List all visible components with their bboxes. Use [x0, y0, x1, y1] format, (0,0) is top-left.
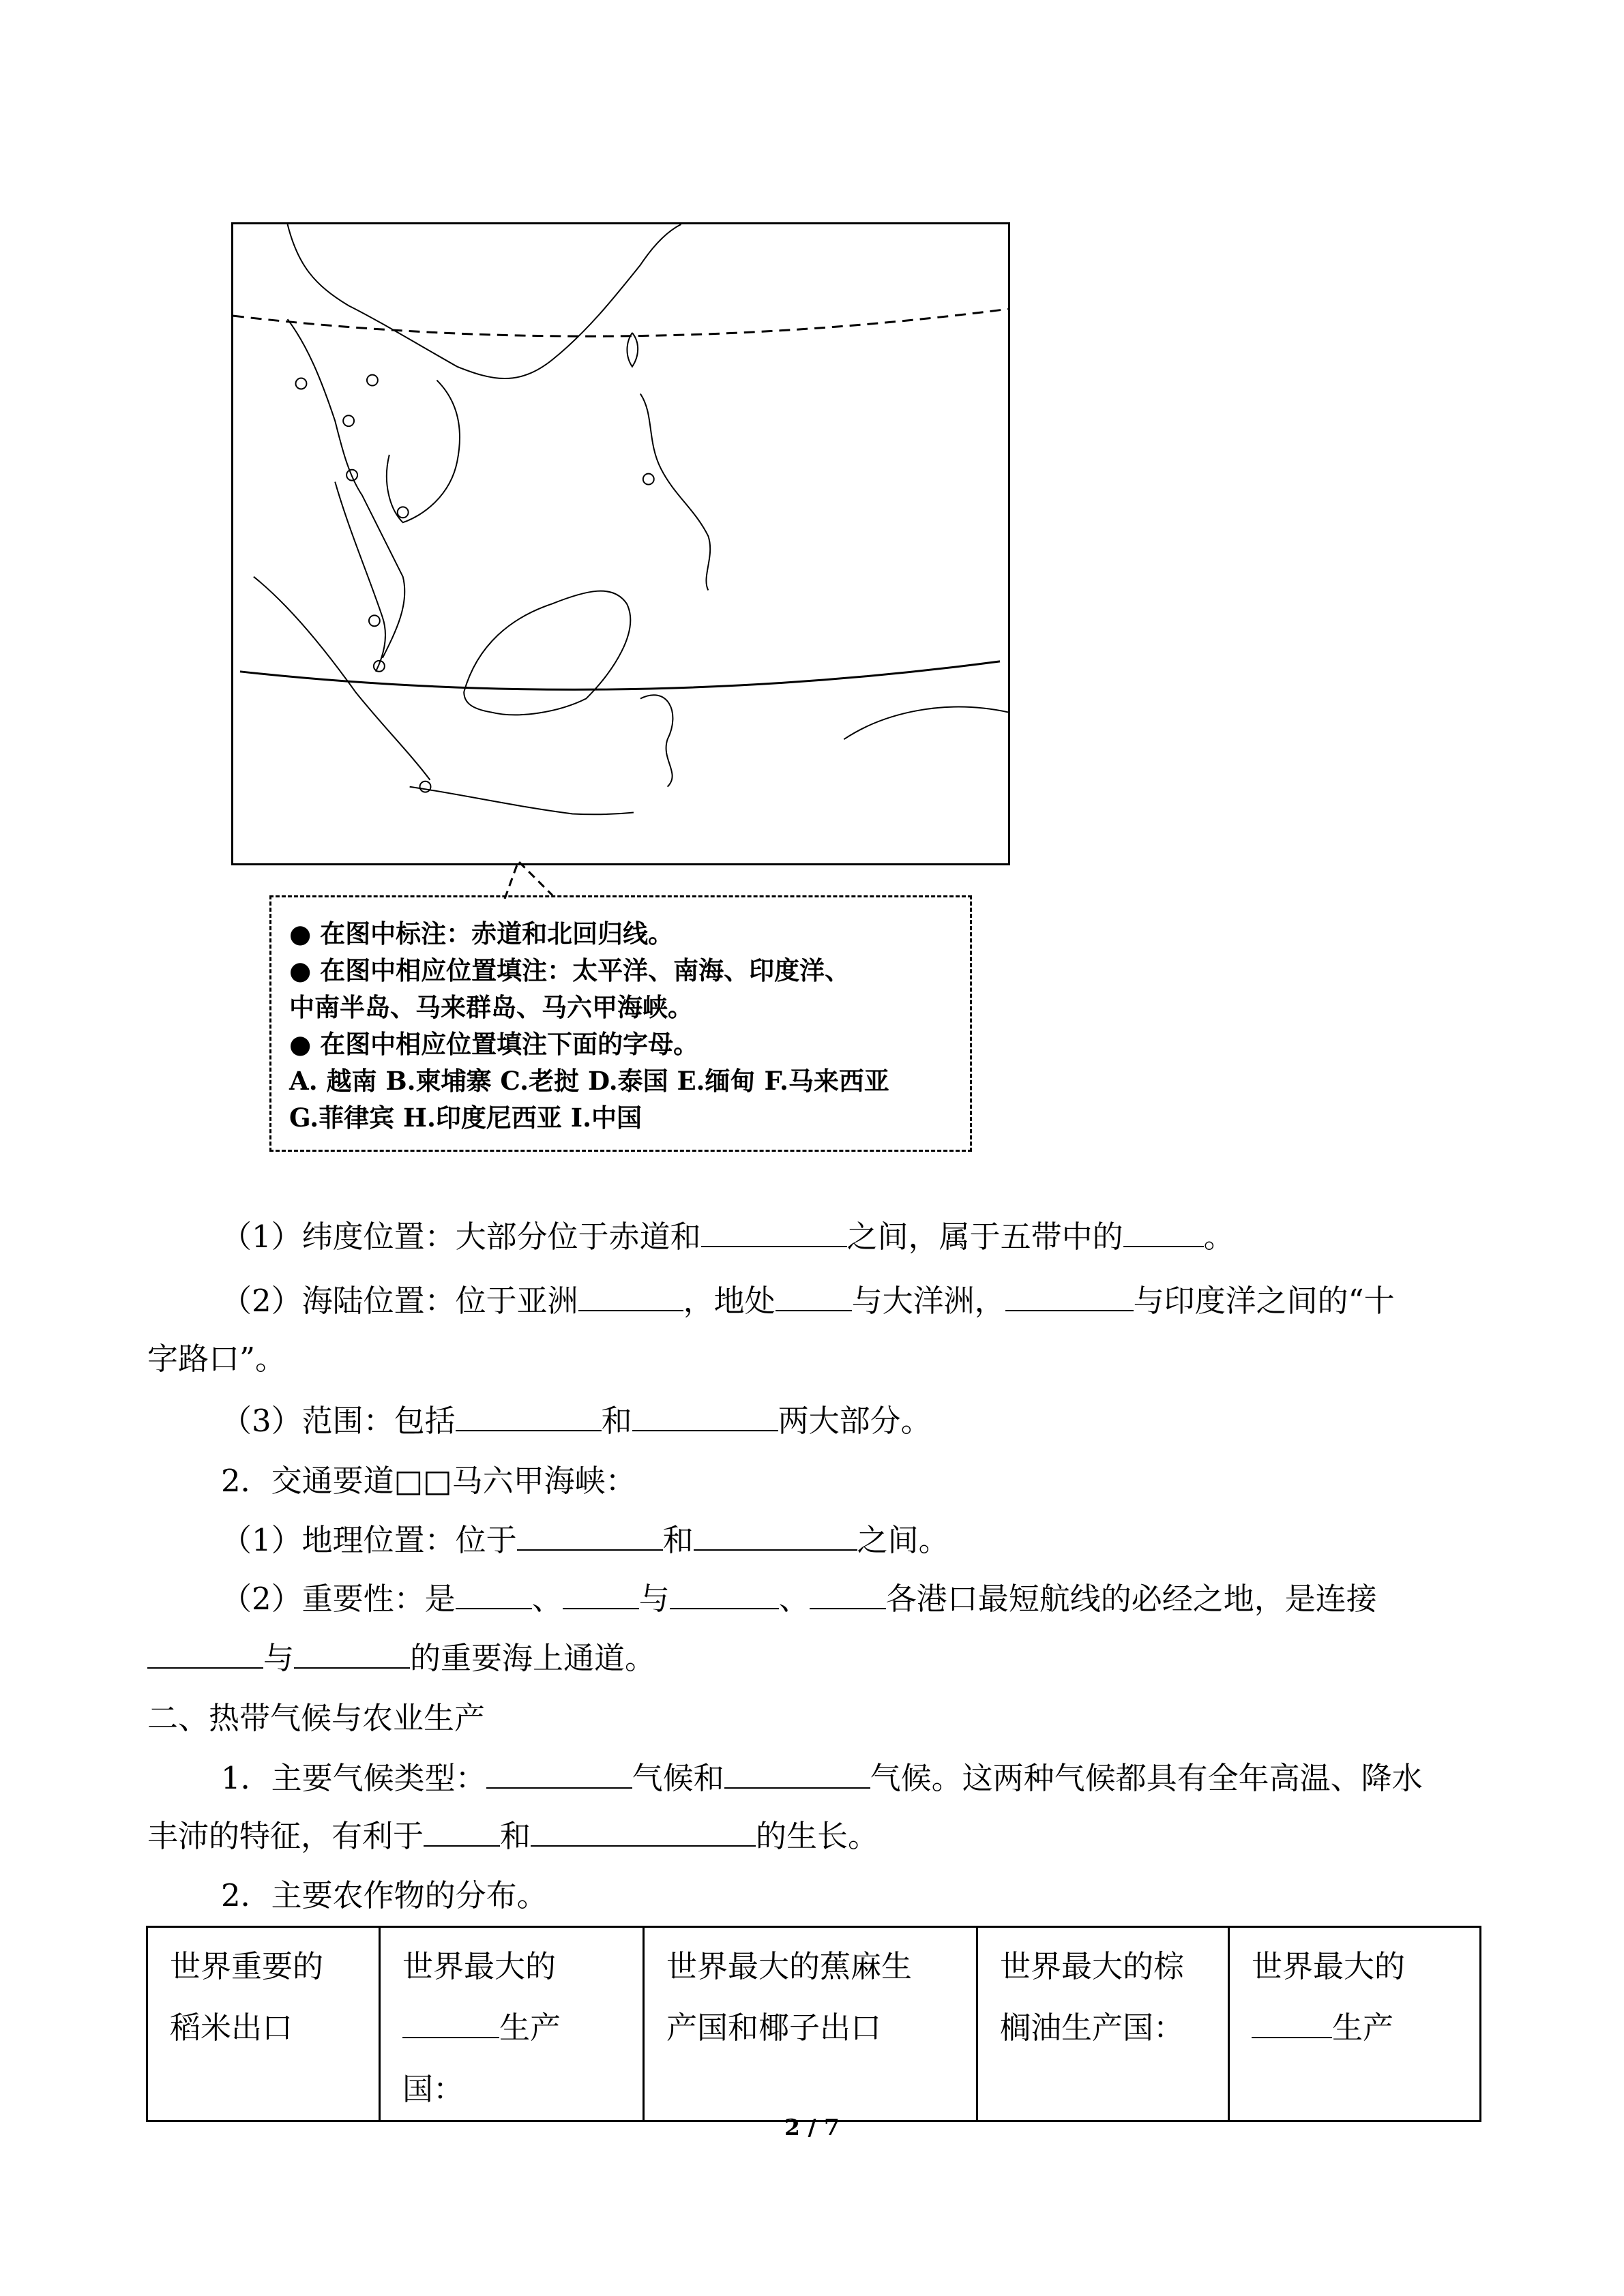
- instruction-line: ● 在图中相应位置填注下面的字母。: [289, 1029, 699, 1059]
- city-marker: [420, 781, 431, 792]
- city-marker: [398, 507, 409, 518]
- table-cell: 世界最大的 生产: [1229, 1927, 1481, 2121]
- page-number: 2 / 7: [784, 2114, 840, 2141]
- city-marker: [367, 375, 378, 386]
- coastline: [410, 787, 634, 815]
- fill-blank[interactable]: [776, 1283, 852, 1311]
- question-climate-types-cont: 丰沛的特征，有利于 和 的生长。: [147, 1818, 879, 1854]
- table-row: [147, 1927, 1481, 2121]
- question-sea-land-position: （2）海陆位置：位于亚洲 ，地处 与大洋洲， 与印度洋之间的“十: [221, 1283, 1395, 1319]
- fill-blank[interactable]: [1123, 1219, 1204, 1247]
- fill-blank[interactable]: [486, 1760, 632, 1789]
- coastline: [464, 591, 630, 715]
- coastline: [335, 482, 385, 672]
- table-cell: 世界最大的 生产国：: [380, 1927, 644, 2121]
- fill-blank[interactable]: [294, 1640, 410, 1669]
- southeast-asia-map: [231, 222, 1010, 865]
- question-strait-importance-cont: 与 的重要海上通道。: [147, 1638, 655, 1679]
- fill-blank[interactable]: [531, 1818, 756, 1847]
- coastline: [844, 707, 1008, 740]
- city-marker: [343, 415, 354, 426]
- fill-blank[interactable]: [424, 1818, 500, 1847]
- callout-pointer: [498, 858, 559, 899]
- instruction-line: A. 越南 B.柬埔寨 C.老挝 D.泰国 E.缅甸 F.马来西亚: [289, 1066, 889, 1096]
- table-cell: 世界最大的蕉麻生 产国和椰子出口: [644, 1927, 977, 2121]
- map-outline-svg: [233, 224, 1008, 863]
- fill-blank[interactable]: [563, 1581, 639, 1609]
- coastline: [288, 224, 681, 378]
- fill-blank[interactable]: [724, 1760, 870, 1789]
- fill-blank[interactable]: [1005, 1283, 1134, 1311]
- tropic-of-cancer-line: [233, 309, 1008, 336]
- question-sea-land-position-cont: 字路口”。: [147, 1341, 286, 1377]
- fill-blank[interactable]: [1252, 2010, 1332, 2038]
- section-strait-title: 2．交通要道□□马六甲海峡：: [221, 1463, 636, 1499]
- fill-blank[interactable]: [810, 1581, 886, 1609]
- city-marker: [643, 474, 654, 485]
- fill-blank[interactable]: [578, 1283, 683, 1311]
- coastline: [640, 695, 673, 786]
- table-cell: 世界重要的 稻米出口: [147, 1927, 380, 2121]
- city-marker: [296, 378, 307, 389]
- coastline: [288, 319, 460, 658]
- fill-blank[interactable]: [402, 2010, 499, 2038]
- map-instruction-box: [269, 895, 972, 1152]
- question-latitude: （1）纬度位置：大部分位于赤道和 之间，属于五带中的 。: [221, 1219, 1235, 1255]
- fill-blank[interactable]: [517, 1522, 663, 1551]
- equator-line: [240, 661, 1000, 689]
- fill-blank[interactable]: [632, 1403, 778, 1431]
- question-strait-importance: （2）重要性：是 、 与 、 各港口最短航线的必经之地，是连接: [221, 1581, 1377, 1617]
- instruction-line: 中南半岛、马来群岛、马六甲海峡。: [289, 992, 693, 1022]
- fill-blank[interactable]: [670, 1581, 779, 1609]
- fill-blank[interactable]: [701, 1219, 847, 1247]
- question-range: （3）范围：包括 和 两大部分。: [221, 1403, 932, 1439]
- coastline: [627, 333, 638, 367]
- instruction-line: ● 在图中标注：赤道和北回归线。: [289, 919, 674, 949]
- question-strait-location: （1）地理位置：位于 和 之间。: [221, 1522, 949, 1558]
- coastline: [640, 393, 710, 590]
- instruction-line: G.菲律宾 H.印度尼西亚 I.中国: [289, 1103, 642, 1133]
- city-marker: [369, 615, 380, 626]
- instruction-line: ● 在图中相应位置填注：太平洋、南海、印度洋、: [289, 955, 851, 985]
- section-climate-title: 二、热带气候与农业生产: [147, 1700, 486, 1736]
- table-cell: 世界最大的棕 榈油生产国：: [977, 1927, 1229, 2121]
- crops-table: [146, 1926, 1481, 2122]
- question-climate-types: 1．主要气候类型： 气候和 气候。这两种气候都具有全年高温、降水: [221, 1760, 1423, 1796]
- fill-blank[interactable]: [456, 1403, 602, 1431]
- fill-blank[interactable]: [147, 1640, 263, 1669]
- fill-blank[interactable]: [456, 1581, 532, 1609]
- fill-blank[interactable]: [694, 1522, 857, 1551]
- question-crops-title: 2．主要农作物的分布。: [221, 1877, 548, 1913]
